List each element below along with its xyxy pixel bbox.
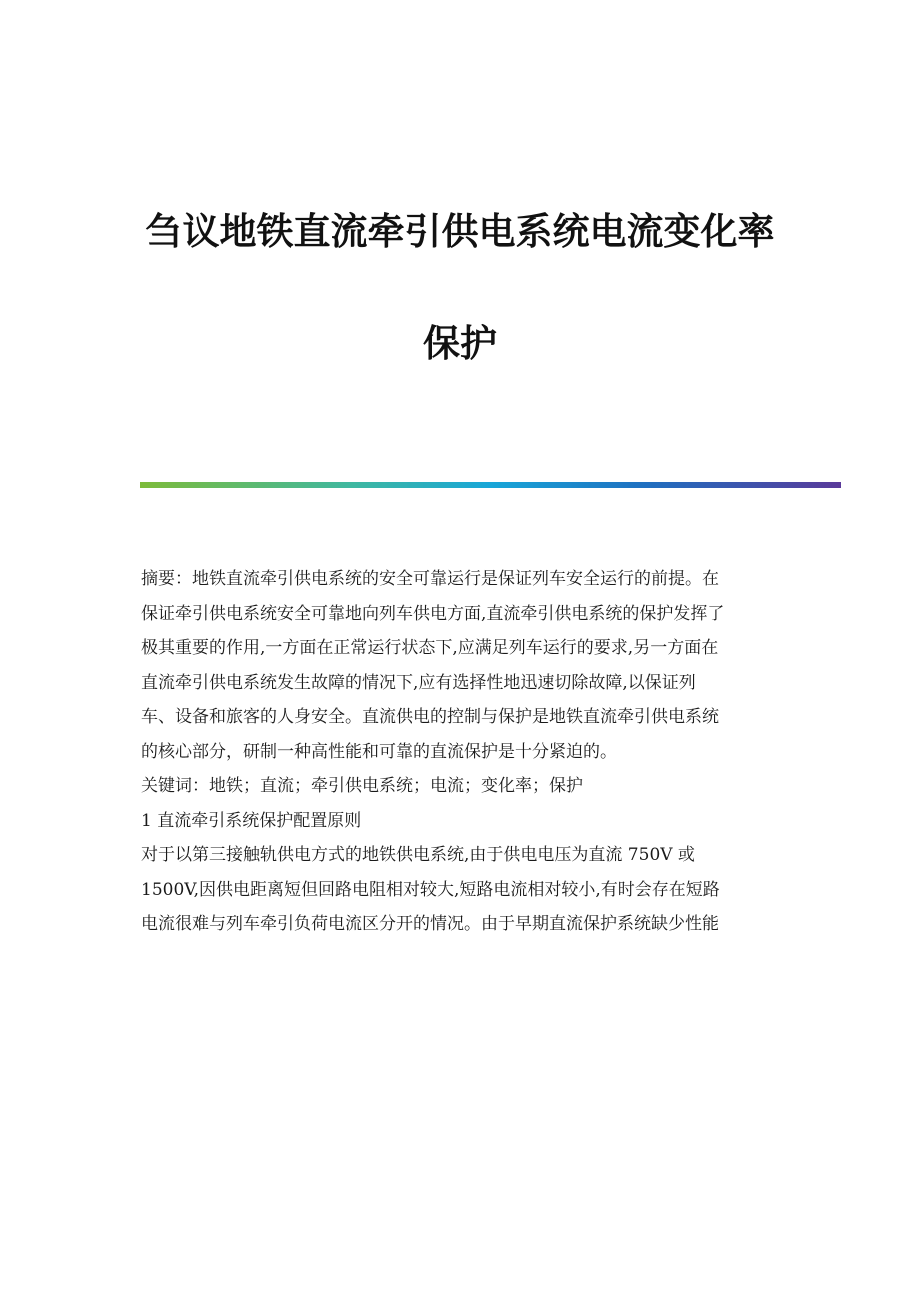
abstract-line: 车、设备和旅客的人身安全。直流供电的控制与保护是地铁直流牵引供电系统: [141, 707, 719, 727]
body-line: 1500V,因供电距离短但回路电阻相对较大,短路电流相对较小,有时会存在短路: [141, 879, 720, 900]
abstract-paragraph: [141, 562, 781, 769]
body-line: 对于以第三接触轨供电方式的地铁供电系统,由于供电电压为直流 750V 或: [141, 845, 695, 865]
abstract-line: 摘要：地铁直流牵引供电系统的安全可靠运行是保证列车安全运行的前提。在: [141, 569, 719, 589]
title-line-1: 刍议地铁直流牵引供电系统电流变化率: [145, 210, 775, 253]
section-1-paragraph: [141, 838, 781, 942]
abstract-line: 直流牵引供电系统发生故障的情况下,应有选择性地迅速切除故障,以保证列: [141, 672, 696, 693]
abstract-line: 极其重要的作用,一方面在正常运行状态下,应满足列车运行的要求,另一方面在: [141, 638, 719, 658]
abstract-line: 的核心部分，研制一种高性能和可靠的直流保护是十分紧迫的。: [141, 741, 617, 762]
document-body: [141, 562, 781, 942]
title-line-2: 保护: [423, 322, 497, 365]
section-heading: 1 直流牵引系统保护配置原则: [141, 810, 362, 831]
keywords-line: 关键词：地铁；直流；牵引供电系统；电流；变化率；保护: [141, 776, 583, 796]
gradient-divider: [140, 482, 841, 488]
document-title: [0, 212, 920, 364]
body-line: 电流很难与列车牵引负荷电流区分开的情况。由于早期直流保护系统缺少性能: [141, 914, 719, 934]
abstract-line: 保证牵引供电系统安全可靠地向列车供电方面,直流牵引供电系统的保护发挥了: [141, 603, 725, 624]
